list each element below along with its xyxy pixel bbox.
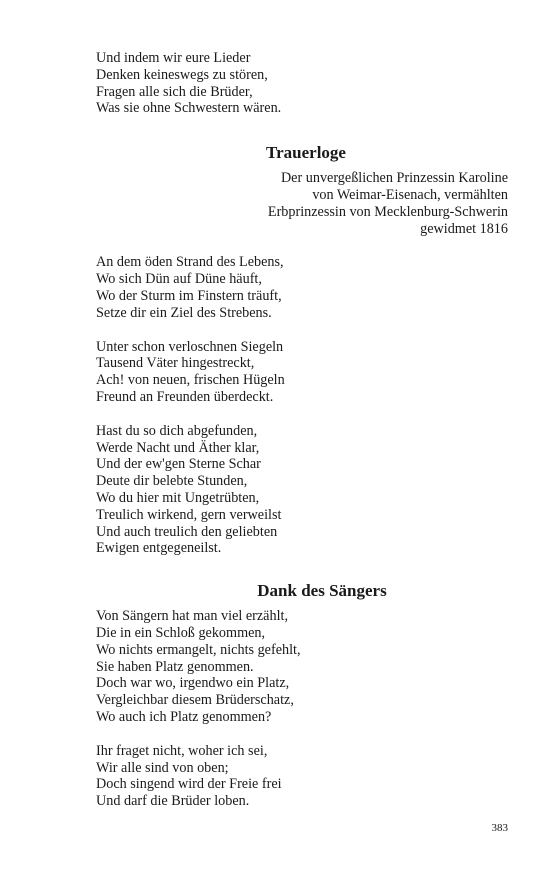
verse-line: Freund an Freunden überdeckt.	[96, 388, 274, 405]
verse-line: Wo du hier mit Ungetrübten,	[96, 489, 260, 506]
verse-line: Und der ew'gen Sterne Schar	[96, 456, 261, 473]
dedication-line: gewidmet 1816	[420, 220, 508, 237]
verse-line: An dem öden Strand des Lebens,	[96, 254, 284, 271]
dedication-line: Der unvergeßlichen Prinzessin Karoline	[280, 170, 508, 187]
verse-line: Unter schon verloschnen Siegeln	[96, 338, 284, 355]
page-number: 383	[491, 822, 508, 834]
stanza	[96, 608, 508, 726]
verse-line: Was sie ohne Schwestern wären.	[96, 100, 282, 117]
verse-line: Und indem wir eure Lieder	[96, 50, 251, 66]
verse-line: Doch war wo, irgendwo ein Platz,	[96, 675, 290, 692]
verse-line: Sie haben Platz genommen.	[96, 658, 254, 675]
verse-line: Treulich wirkend, gern verweilst	[96, 506, 282, 523]
verse-line: Wo sich Dün auf Düne häuft,	[96, 271, 262, 288]
stanza	[96, 743, 508, 810]
page-body	[96, 50, 508, 810]
verse-line: Setze dir ein Ziel des Strebens.	[96, 304, 272, 321]
verse-line: Wo der Sturm im Finstern träuft,	[96, 287, 282, 304]
stanza	[96, 339, 508, 406]
verse-line: Werde Nacht und Äther klar,	[96, 439, 260, 456]
verse-line: Wo nichts ermangelt, nichts gefehlt,	[96, 641, 301, 658]
dedication-line: von Weimar-Eisenach, vermählten	[312, 186, 508, 203]
dedication-line: Erbprinzessin von Mecklenburg-Schwerin	[267, 203, 508, 220]
dedication	[96, 170, 508, 237]
stanza-intro	[96, 50, 508, 117]
verse-line: Und auch treulich den geliebten	[96, 523, 278, 540]
verse-line: Vergleichbar diesem Brüderschatz,	[96, 692, 294, 709]
verse-line: Ach! von neuen, frischen Hügeln	[96, 372, 285, 389]
verse-line: Und darf die Brüder loben.	[96, 793, 250, 810]
verse-line: Hast du so dich abgefunden,	[96, 422, 258, 439]
verse-line: Ewigen entgegeneilst.	[96, 540, 222, 557]
verse-line: Doch singend wird der Freie frei	[96, 776, 282, 793]
verse-line: Denken keineswegs zu stören,	[96, 66, 268, 83]
stanza	[96, 254, 508, 321]
verse-line: Wo auch ich Platz genommen?	[96, 708, 272, 725]
verse-line: Von Sängern hat man viel erzählt,	[96, 608, 289, 625]
stanza	[96, 423, 508, 557]
poem-title-dank-des-saengers: Dank des Sängers	[257, 581, 387, 601]
verse-line: Ihr fraget nicht, woher ich sei,	[96, 742, 268, 759]
poem-title-trauerloge: Trauerloge	[266, 143, 346, 163]
verse-line: Fragen alle sich die Brüder,	[96, 83, 253, 100]
verse-line: Tausend Väter hingestreckt,	[96, 355, 255, 372]
verse-line: Die in ein Schloß gekommen,	[96, 624, 266, 641]
verse-line: Wir alle sind von oben;	[96, 759, 229, 776]
verse-line: Deute dir belebte Stunden,	[96, 473, 248, 490]
